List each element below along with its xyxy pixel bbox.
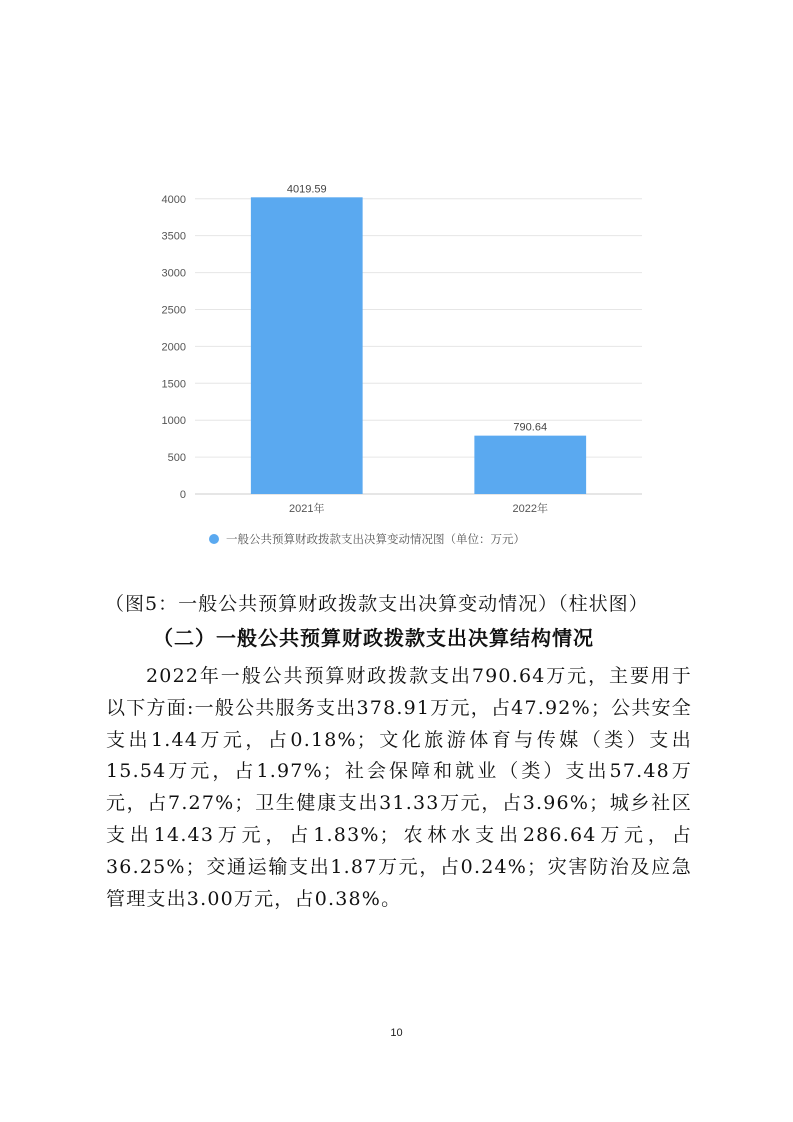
data-label: 4019.59 — [286, 183, 327, 196]
legend-label: 一般公共预算财政拨款支出决算变动情况图（单位：万元） — [226, 534, 525, 546]
y-axis-ticks — [162, 194, 186, 501]
legend-swatch — [209, 534, 219, 544]
y-tick-label: 2000 — [161, 341, 186, 354]
bar — [474, 436, 586, 494]
y-tick-label: 4000 — [161, 193, 186, 206]
y-tick-label: 500 — [167, 452, 186, 465]
figure-caption: （图5：一般公共预算财政拨款支出决算变动情况）（柱状图） — [105, 593, 649, 615]
legend — [209, 532, 525, 546]
bar-chart — [150, 172, 650, 557]
y-tick-label: 3000 — [161, 267, 186, 280]
x-tick-label: 2022年 — [512, 503, 548, 515]
y-tick-label: 3500 — [161, 230, 186, 243]
data-label: 790.64 — [513, 421, 548, 434]
x-tick-label: 2021年 — [289, 503, 325, 515]
y-tick-label: 1000 — [161, 415, 186, 428]
bar — [251, 197, 363, 494]
x-axis-ticks — [289, 501, 548, 515]
bars — [251, 197, 586, 494]
y-tick-label: 1500 — [161, 378, 186, 391]
y-tick-label: 2500 — [161, 304, 186, 317]
body-paragraph-text: 2022年一般公共预算财政拨款支出790.64万元，主要用于以下方面:一般公共服务支出378.91万元，占47.92%；公共安全支出1.44万元，占0.18%；文化旅游体育与传媒（类）支出15.54万元，占1.97%；社会保障和就业（类）支出57.48万元，占7.27%；卫生健康支出31.33万元，占3.96%；城乡社区支出14.43万元，占1.83%；农林水支出286.64万元，占36.25%；交通运输支出1.87万元，占0.24%；灾害防治及应急管理支出3.00万元，占0.38%。 — [106, 665, 692, 910]
section-heading: （二）一般公共预算财政拨款支出决算结构情况 — [153, 626, 594, 650]
page-number: 10 — [390, 1027, 403, 1039]
y-tick-label: 0 — [179, 489, 186, 501]
body-paragraph — [106, 661, 692, 915]
